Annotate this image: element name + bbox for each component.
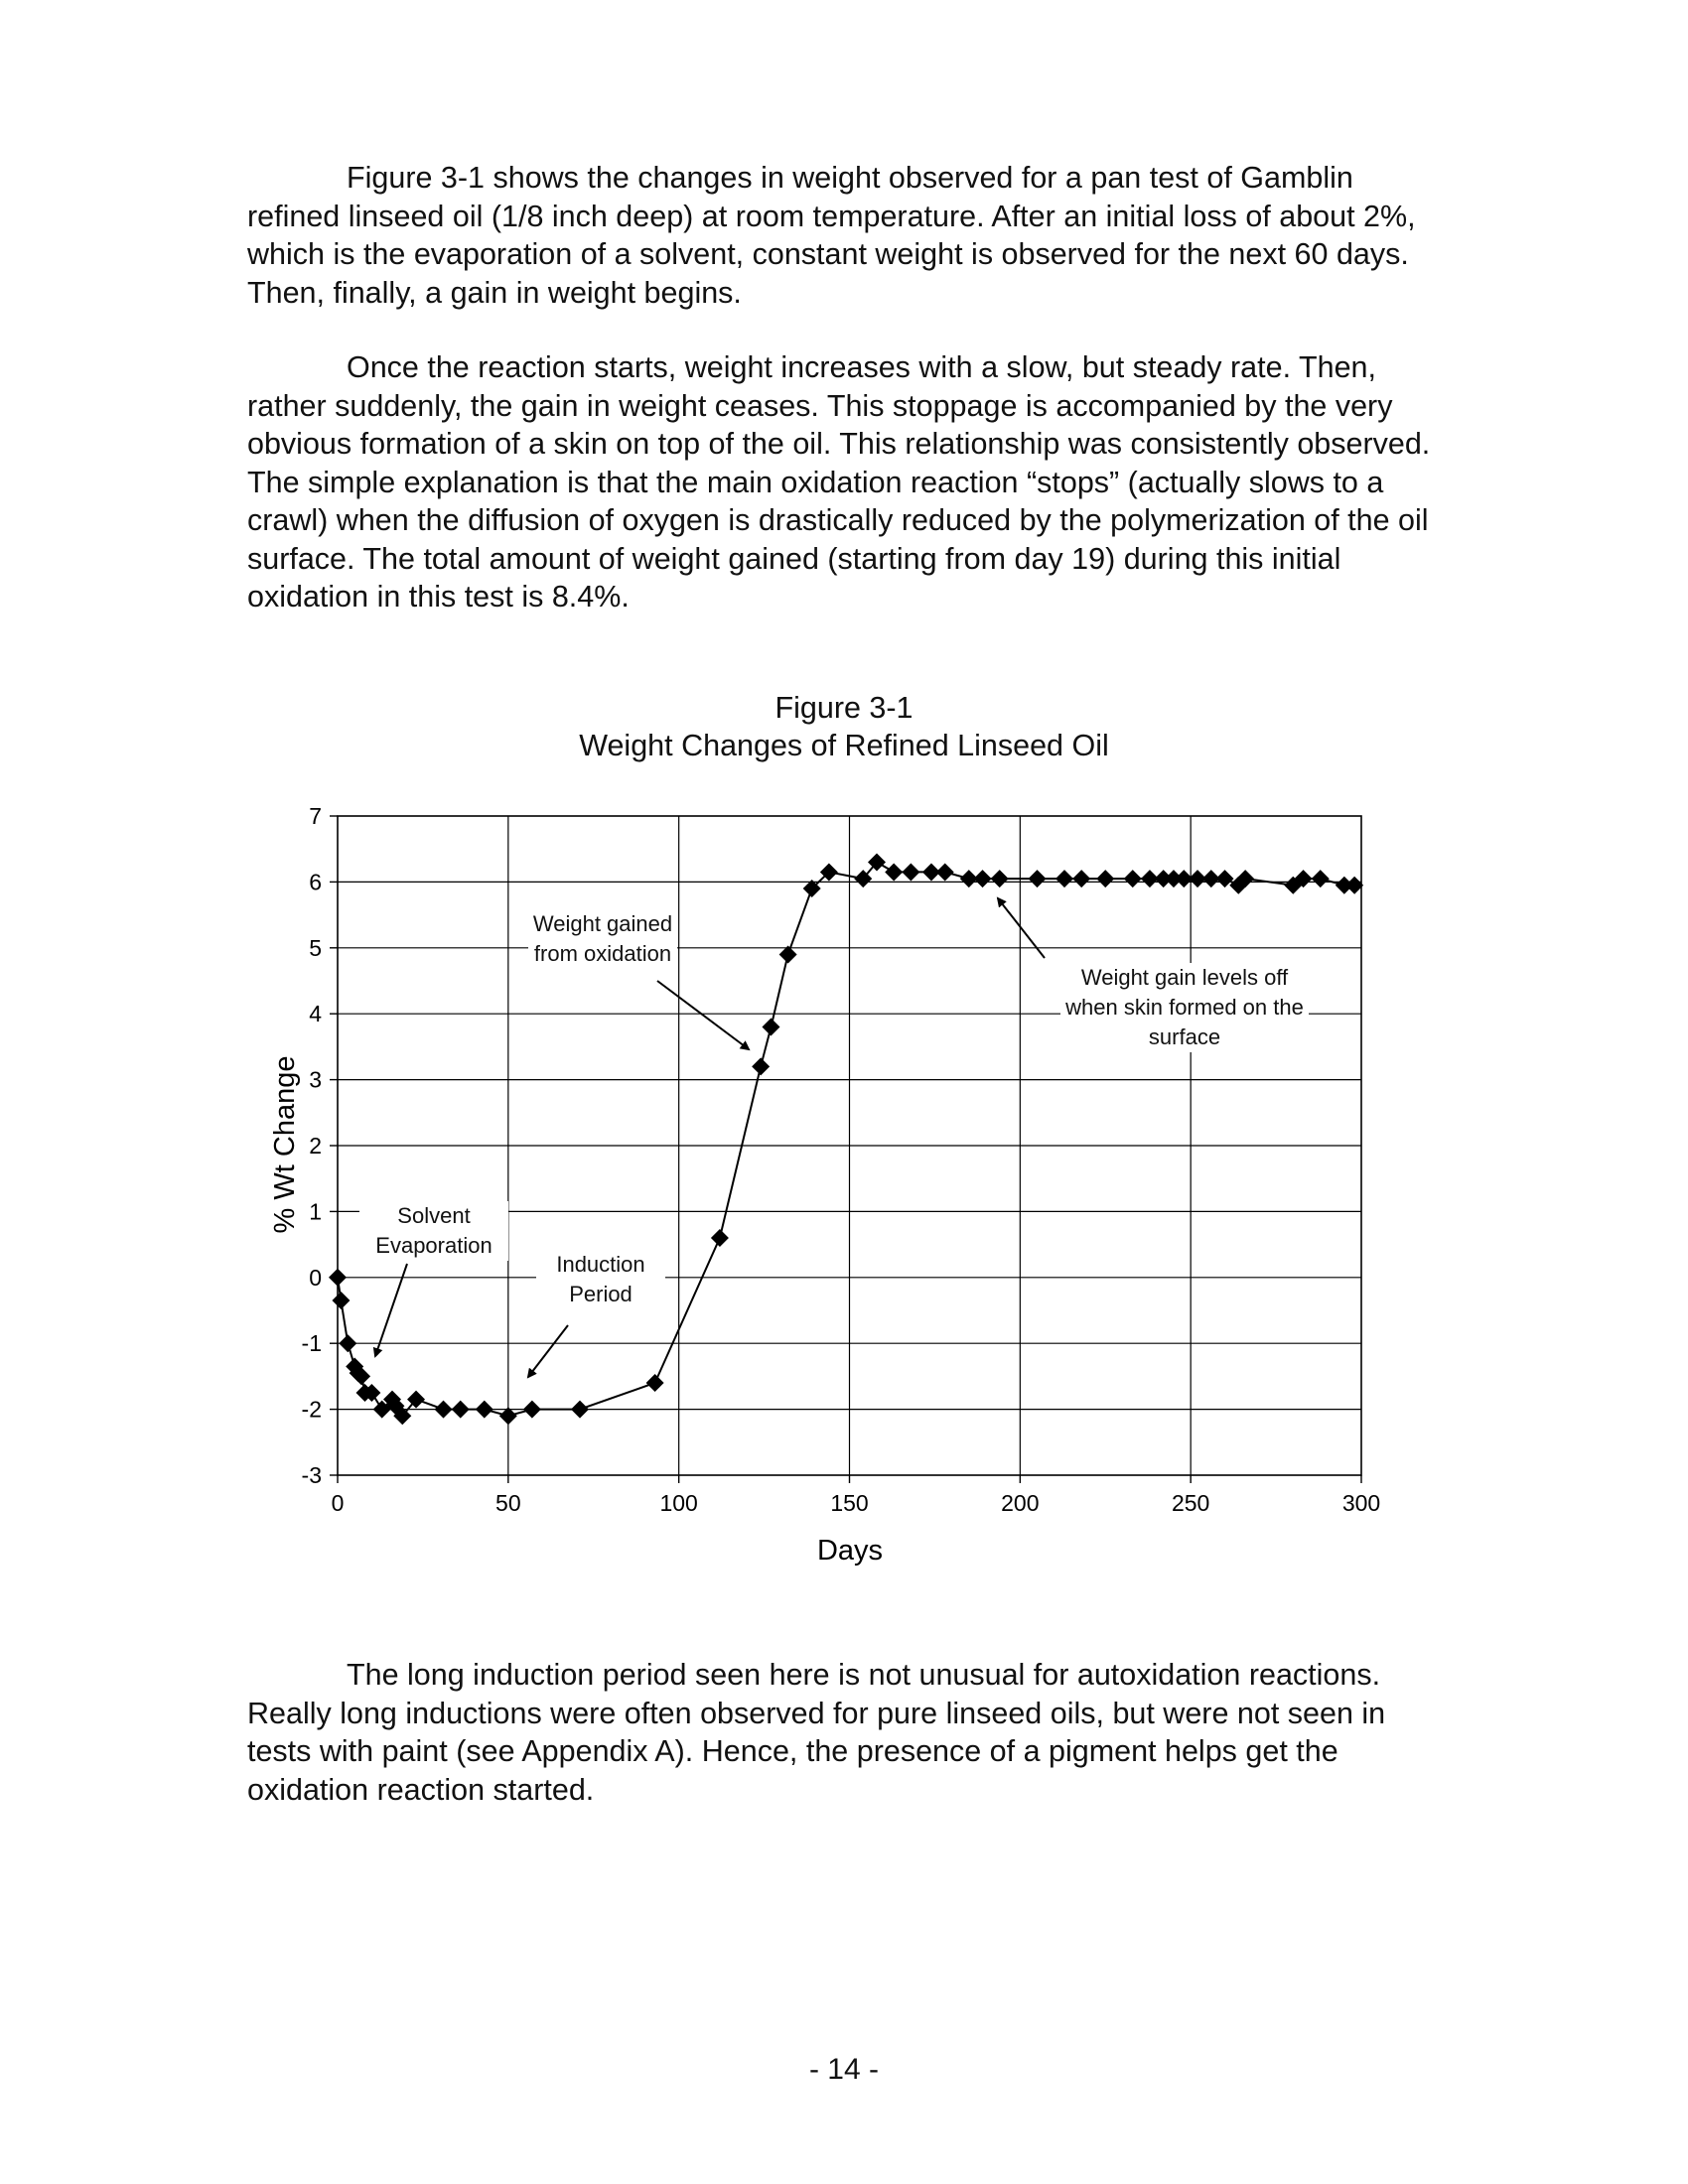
- x-tick-label: 150: [830, 1490, 869, 1516]
- y-tick-label: -3: [301, 1462, 322, 1488]
- data-point-diamond: [902, 863, 919, 881]
- annotation-induction-period: Induction Period: [536, 1250, 665, 1309]
- y-tick-label: 5: [309, 934, 322, 961]
- x-tick-label: 50: [495, 1490, 521, 1516]
- x-tick-label: 250: [1171, 1490, 1210, 1516]
- series-line: [338, 863, 1354, 1417]
- paragraph-1-text: Figure 3-1 shows the changes in weight observed for a pan test of Gamblin refined linseed oil (1/8 inch deep) at room temperature. After an initial loss of about 2%, which is the evaporation of a solvent, constant weight is observed for the next 60 days. Then, finally, a gain in weight begins.: [247, 161, 1416, 310]
- data-point-diamond: [1124, 870, 1142, 887]
- page-number: - 14 -: [808, 2053, 880, 2086]
- y-tick-label: 7: [309, 803, 322, 829]
- data-point-diamond: [1029, 870, 1047, 887]
- data-point-diamond: [435, 1401, 453, 1419]
- data-point-diamond: [711, 1229, 729, 1247]
- data-point-diamond: [1096, 870, 1114, 887]
- x-tick-label: 300: [1341, 1490, 1381, 1516]
- y-tick-label: 1: [309, 1198, 322, 1225]
- data-point-diamond: [523, 1401, 541, 1419]
- arrow-weight-gained: [657, 981, 749, 1049]
- x-axis-title: Days: [816, 1535, 884, 1567]
- y-tick-label: -2: [301, 1396, 322, 1423]
- paragraph-2-text: Once the reaction starts, weight increases with a slow, but steady rate. Then, rather suddenly, the gain in weight ceases. This stoppage is accompanied by the very obvious formation of a skin on top of the oil. This relationship was consistently observed. The simple explanation is that the main oxidation reaction “stops” (actually slows to a crawl) when the diffusion of oxygen is drastically reduced by the polymerization of the oil surface. The total amount of weight gained (starting from day 19) during this initial oxidation in this test is 8.4%.: [247, 350, 1431, 614]
- figure-label: Figure 3-1: [774, 691, 914, 725]
- data-point-diamond: [1312, 870, 1330, 887]
- x-tick-label: 200: [1001, 1490, 1040, 1516]
- figure-title: Weight Changes of Refined Linseed Oil: [579, 729, 1109, 762]
- y-tick-label: 6: [309, 869, 322, 895]
- paragraph-3-text: The long induction period seen here is not unusual for autoxidation reactions. Really long inductions were often observed for pure linseed oils, but were not seen in tests with paint (see Appendix A). Hence, the presence of a pigment helps get the oxidation reaction started.: [247, 1658, 1386, 1807]
- data-point-diamond: [752, 1057, 770, 1075]
- data-point-diamond: [646, 1374, 664, 1392]
- data-point-diamond: [1072, 870, 1090, 887]
- data-point-diamond: [936, 863, 954, 881]
- y-tick-label: 2: [309, 1133, 322, 1159]
- y-tick-label: 4: [309, 1001, 322, 1027]
- y-tick-label: 0: [309, 1264, 322, 1291]
- data-point-diamond: [339, 1334, 356, 1352]
- y-axis-title: % Wt Change: [269, 1055, 301, 1234]
- annotation-solvent-evaporation: Solvent Evaporation: [359, 1201, 508, 1261]
- data-point-diamond: [571, 1401, 589, 1419]
- x-tick-label: 100: [659, 1490, 698, 1516]
- data-point-diamond: [991, 870, 1009, 887]
- y-tick-label: 3: [309, 1066, 322, 1093]
- data-point-diamond: [329, 1269, 347, 1287]
- annotation-levels-off: Weight gain levels off when skin formed on the surface: [1060, 963, 1309, 1052]
- data-point-diamond: [974, 870, 992, 887]
- data-point-diamond: [1055, 870, 1073, 887]
- data-point-diamond: [476, 1401, 493, 1419]
- data-point-diamond: [332, 1292, 350, 1309]
- x-tick-label: 0: [331, 1490, 345, 1516]
- arrow-levels-off: [998, 898, 1045, 958]
- data-point-diamond: [452, 1401, 470, 1419]
- y-tick-label: -1: [301, 1330, 322, 1357]
- arrow-induction: [528, 1325, 568, 1377]
- data-point-diamond: [762, 1018, 779, 1035]
- paragraph-3: [247, 1656, 1449, 1809]
- data-point-diamond: [885, 863, 903, 881]
- annotation-weight-gained: Weight gained from oxidation: [528, 909, 677, 969]
